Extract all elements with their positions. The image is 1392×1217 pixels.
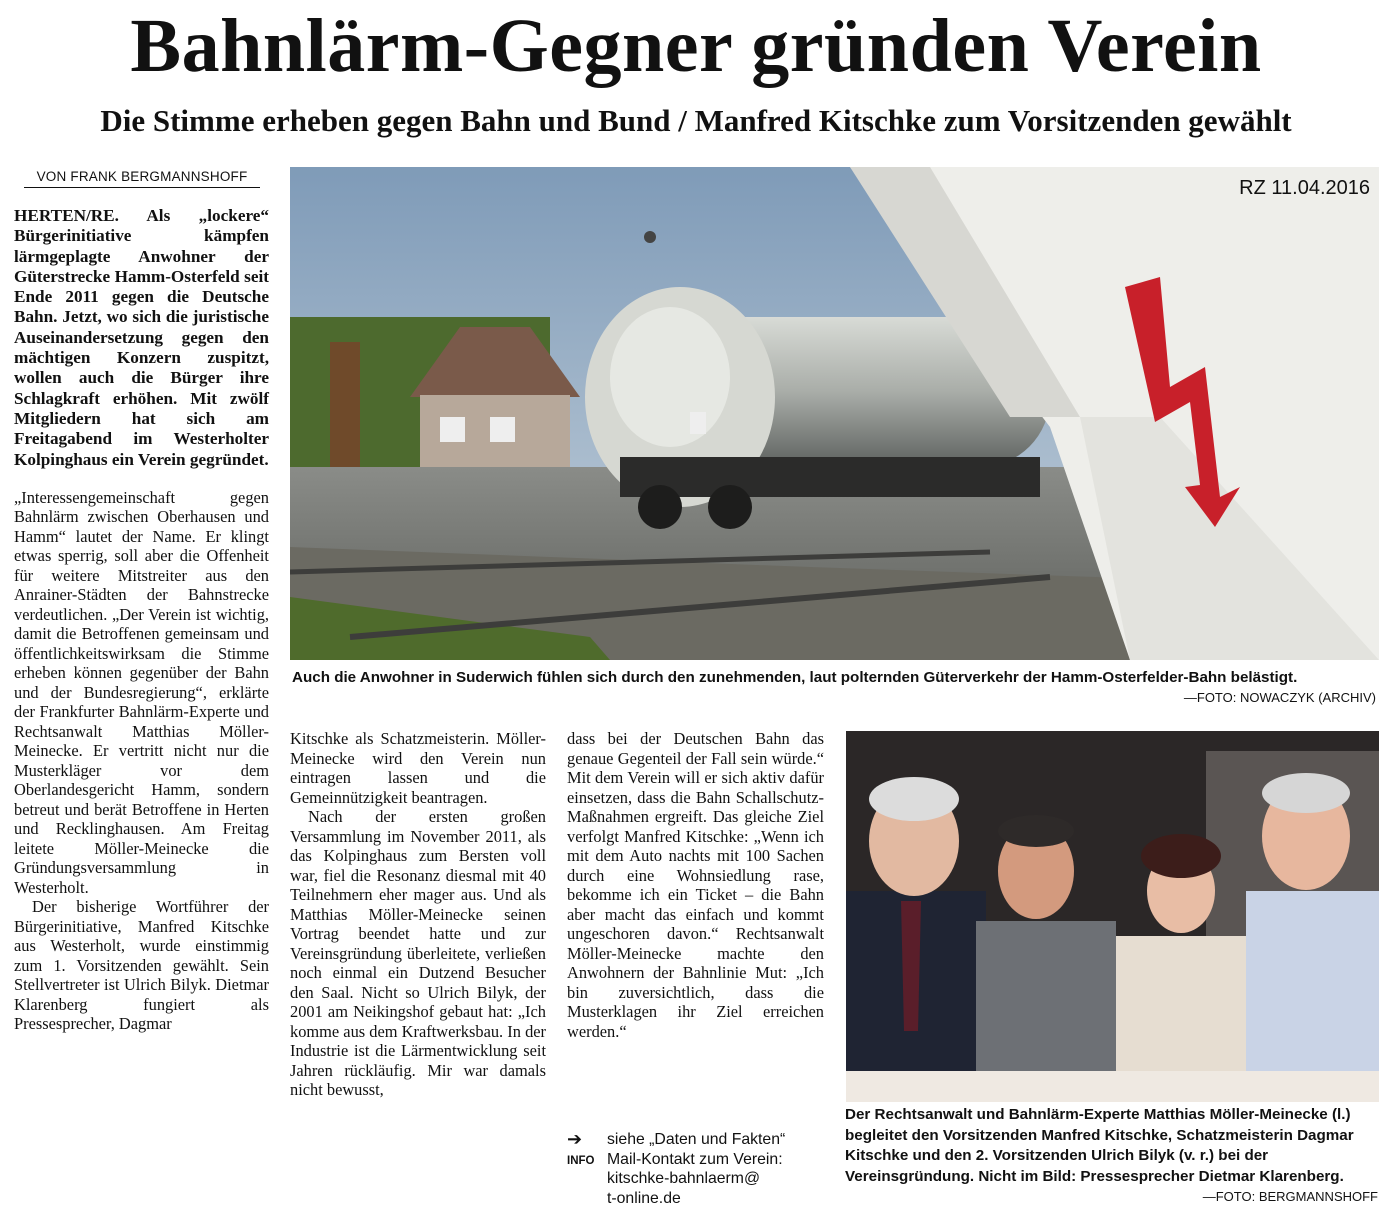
info-label: INFO	[567, 1155, 595, 1167]
body-paragraph: „Interessengemeinschaft gegen Bahnlärm zwischen Oberhausen und Hamm“ lautet der Name. Er klingt etwas sperrig, soll aber die Offenheit für weitere Mitstreiter aus den Anrainer-Städten der Bahnstrecke verdeutlichen. „Der Verein ist wichtig, damit die Betroffenen gemeinsam und öffentlichkeitswirksam die Stimme erheben können gegenüber der Bahn und der Bundesregierung“, erklärte der Frankfurter Bahnlärm-Experte und Rechtsanwalt Matthias Möller-Meinecke. Er vertritt nicht nur die Musterkläger vor dem Oberlandesgericht Hamm, sondern betreut und berät Betroffene in Herten und Recklinghausen. Am Freitag leitete Möller-Meinecke die Gründungsversammlung in Westerholt.	[14, 487, 269, 897]
group-photo-graphic	[846, 731, 1379, 1102]
caption-group-text: Der Rechtsanwalt und Bahnlärm-Experte Matthias Möller-Meinecke (l.) begleitet den Vorsitzenden Manfred Kitschke, Schatzmeisterin Dagmar Kitschke und den 2. Vorsitzenden Ulrich Bilyk (v. r.) bei der Vereinsgründung. Nicht im Bild: Pressesprecher Dietmar Klarenberg.	[845, 1106, 1354, 1185]
article-column-2	[290, 729, 546, 1100]
body-paragraph: Der bisherige Wortführer der Bürgerinitiative, Manfred Kitschke aus Westerholt, wurde einstimmig zum 1. Vorsitzenden gewählt. Sein Stellvertreter ist Ulrich Bilyk. Dietmar Klarenberg fungiert als Pressesprecher, Dagmar	[14, 897, 269, 1034]
credit-train: —FOTO: NOWACZYK (ARCHIV)	[1183, 690, 1376, 705]
train-photo	[290, 167, 1379, 660]
body-paragraph: Nach der ersten großen Versammlung im November 2011, als das Kolpinghaus zum Bersten voll war, fiel die Resonanz diesmal mit 40 Teilnehmern eher mager aus. Und als Matthias Möller-Meinecke seinen Vortrag beendet hatte und zur Vereinsgründung überleitete, verließen noch einmal ein Dutzend Besucher den Saal. Nicht so Ulrich Bilyk, der 2001 am Neikingshof gebaut hat: „Ich komme aus dem Kraftwerksbau. In der Industrie ist die Lärmentwicklung seit Jahren rückläufig. Mir war damals nicht bewusst,	[290, 807, 546, 1099]
caption-train	[292, 668, 1377, 689]
caption-train-text: Auch die Anwohner in Suderwich fühlen sich durch den zunehmenden, laut polternden Güterverkehr der Hamm-Osterfelder-Bahn belästigt.	[292, 669, 1298, 686]
headline: Bahnlärm-Gegner gründen Verein	[130, 4, 1262, 88]
lead-paragraph: HERTEN/RE. Als „lockere“ Bürgerinitiative kämpfen lärmgeplagte Anwohner der Güterstrecke Hamm-Osterfeld seit Ende 2011 gegen die Deutsche Bahn. Jetzt, wo sich die juristische Auseinandersetzung gegen den mächtigen Konzern zuspitzt, wollen auch die Bürger ihre Schlagkraft erhöhen. Mit zwölf Mitgliedern hat sich am Freitagabend im Westerholter Kolpinghaus ein Verein gegründet.	[14, 206, 269, 469]
info-line: kitschke-bahnlaerm@	[607, 1170, 761, 1187]
body-paragraph: Kitschke als Schatzmeisterin. Möller-Meinecke wird den Verein nun eintragen lassen und die Gemeinnützigkeit beantragen.	[290, 729, 546, 807]
byline: VON FRANK BERGMANNSHOFF	[24, 168, 260, 188]
article-column-1	[14, 206, 269, 1034]
info-box	[567, 1130, 837, 1210]
info-line: siehe „Daten und Fakten“	[607, 1131, 786, 1148]
article-column-3	[567, 729, 824, 1041]
info-line: t-online.de	[607, 1189, 681, 1207]
arrow-icon: ➔	[567, 1129, 583, 1149]
caption-group	[845, 1105, 1380, 1187]
body-paragraph: dass bei der Deutschen Bahn das genaue Gegenteil der Fall sein würde.“ Mit dem Verein will er sich aktiv dafür einsetzen, dass die Bahn Schallschutz-Maßnahmen ergreift. Das gleiche Ziel verfolgt Manfred Kitschke: „Wenn ich mit dem Auto nachts mit 100 Sachen durch eine Wohnsiedlung rase, bekomme ich ein Ticket – die Bahn aber macht das einfach und kommt ungeschoren davon.“ Rechtsanwalt Möller-Meinecke machte den Anwohnern der Bahnlinie Mut: „Ich bin zuversichtlich, dass die Musterklagen ihr Ziel erreichen werden.“	[567, 729, 824, 1041]
date-stamp: RZ 11.04.2016	[1239, 177, 1370, 199]
credit-group: —FOTO: BERGMANNSHOFF	[1202, 1189, 1378, 1204]
train-photo-graphic	[290, 167, 1379, 660]
info-line: Mail-Kontakt zum Verein:	[607, 1150, 783, 1168]
group-photo	[846, 731, 1379, 1102]
subheadline: Die Stimme erheben gegen Bahn und Bund / Manfred Kitschke zum Vorsitzenden gewählt	[100, 103, 1292, 138]
info-text	[607, 1130, 837, 1208]
